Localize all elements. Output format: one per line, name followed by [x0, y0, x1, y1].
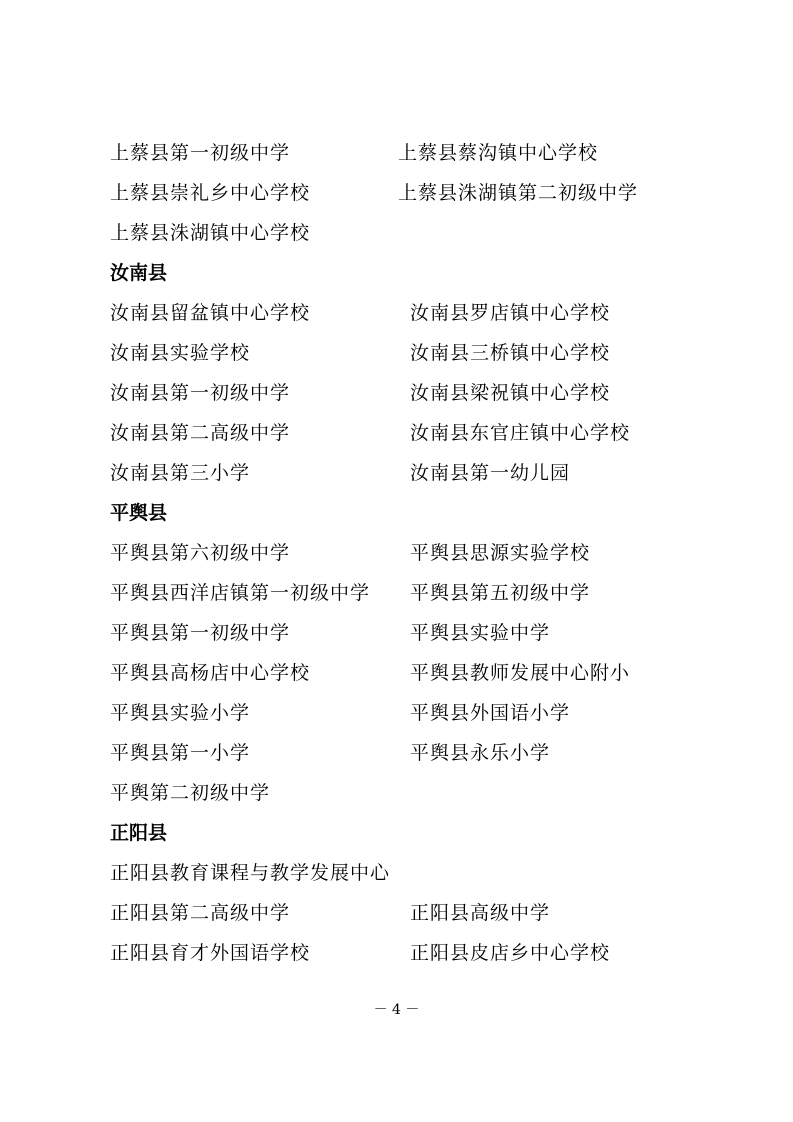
list-item: 上蔡县第一初级中学 — [110, 142, 291, 164]
list-item: 平舆县第一小学 — [110, 742, 251, 764]
list-item: 平舆县实验中学 — [410, 622, 551, 644]
list-item: 正阳县育才外国语学校 — [110, 942, 311, 964]
list-item: 正阳县第二高级中学 — [110, 902, 291, 924]
section-heading-runan: 汝南县 — [110, 262, 168, 284]
list-item: 正阳县教育课程与教学发展中心 — [110, 862, 391, 884]
section-heading-zhengyang: 正阳县 — [110, 822, 168, 844]
list-item: 汝南县第一初级中学 — [110, 382, 291, 404]
list-item: 上蔡县蔡沟镇中心学校 — [398, 142, 599, 164]
list-item: 上蔡县崇礼乡中心学校 — [110, 182, 311, 204]
list-item: 汝南县第二高级中学 — [110, 422, 291, 444]
list-item: 汝南县留盆镇中心学校 — [110, 302, 311, 324]
list-item: 平舆县外国语小学 — [410, 702, 571, 724]
list-item: 汝南县第三小学 — [110, 462, 251, 484]
list-item: 平舆县思源实验学校 — [410, 542, 591, 564]
list-item: 平舆县永乐小学 — [410, 742, 551, 764]
list-item: 正阳县高级中学 — [410, 902, 551, 924]
list-item: 汝南县梁祝镇中心学校 — [410, 382, 611, 404]
list-item: 平舆县实验小学 — [110, 702, 251, 724]
list-item: 平舆县教师发展中心附小 — [410, 662, 631, 684]
list-item: 平舆县西洋店镇第一初级中学 — [110, 582, 371, 604]
list-item: 平舆县第五初级中学 — [410, 582, 591, 604]
list-item: 平舆县第六初级中学 — [110, 542, 291, 564]
list-item: 平舆县第一初级中学 — [110, 622, 291, 644]
section-heading-pingyu: 平舆县 — [110, 502, 168, 524]
list-item: 上蔡县洙湖镇第二初级中学 — [398, 182, 639, 204]
list-item: 汝南县罗店镇中心学校 — [410, 302, 611, 324]
list-item: 汝南县东官庄镇中心学校 — [410, 422, 631, 444]
list-item: 平舆第二初级中学 — [110, 782, 271, 804]
list-item: 汝南县第一幼儿园 — [410, 462, 571, 484]
list-item: 汝南县三桥镇中心学校 — [410, 342, 611, 364]
page-number: － 4 － — [373, 1002, 420, 1018]
list-item: 正阳县皮店乡中心学校 — [410, 942, 611, 964]
list-item: 汝南县实验学校 — [110, 342, 251, 364]
list-item: 上蔡县洙湖镇中心学校 — [110, 222, 311, 244]
list-item: 平舆县高杨店中心学校 — [110, 662, 311, 684]
